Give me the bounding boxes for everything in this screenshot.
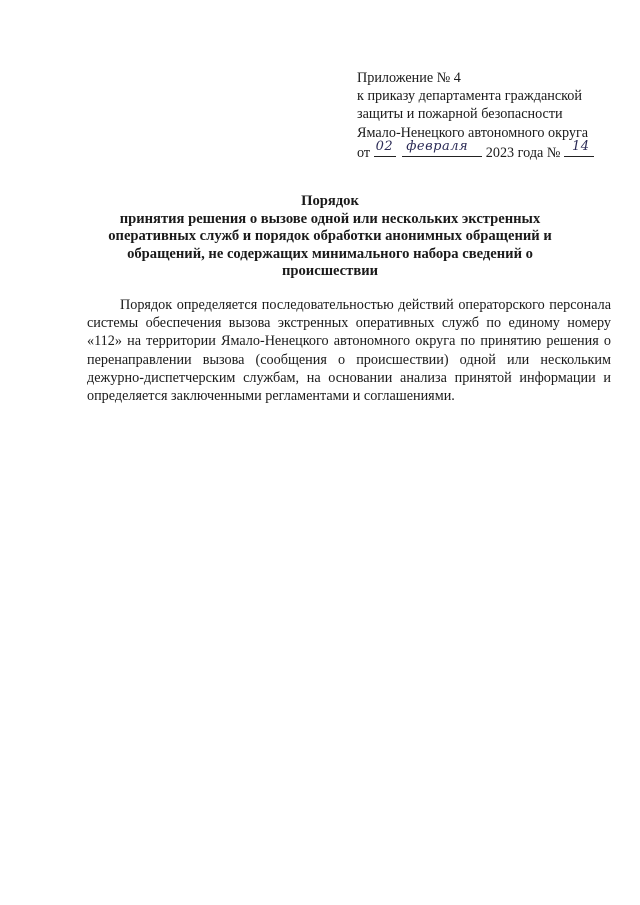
date-prefix: от <box>357 144 371 161</box>
title-heading: Порядок <box>301 193 359 209</box>
handwritten-day: 02 <box>375 138 394 154</box>
month-field <box>402 138 482 157</box>
appendix-date-line <box>357 138 627 162</box>
appendix-header <box>357 69 627 162</box>
appendix-title: Приложение № 4 <box>357 70 461 86</box>
year-text: 2023 года № <box>485 144 561 161</box>
appendix-order-ref: к приказу департамента гражданской <box>357 88 582 105</box>
appendix-region: Ямало-Ненецкого автономного округа <box>357 124 589 141</box>
handwritten-month: февраля <box>406 138 469 154</box>
title-subheading: принятия решения о вызове одной или нескольких экстренных оперативных служб и порядок обработки анонимных обращений и обращений, не содержащих минимального набора сведений о происшествии <box>108 210 552 280</box>
handwritten-number: 14 <box>571 138 590 154</box>
appendix-department: защиты и пожарной безопасности <box>357 106 563 123</box>
number-field <box>564 138 594 157</box>
day-field <box>374 138 396 157</box>
body-paragraph: Порядок определяется последовательностью действий операторского персонала системы обеспечения вызова экстренных оперативных служб по единому номеру «112» на территории Ямало-Ненецкого автономного округа по принятию решения о перенаправлении вызова (сообщения о происшествии) одной или нескольким дежурно-диспетчерским службам, на основании анализа принятой информации и определяется заключенными регламентами и соглашениями. <box>87 297 611 405</box>
document-title <box>80 193 580 281</box>
